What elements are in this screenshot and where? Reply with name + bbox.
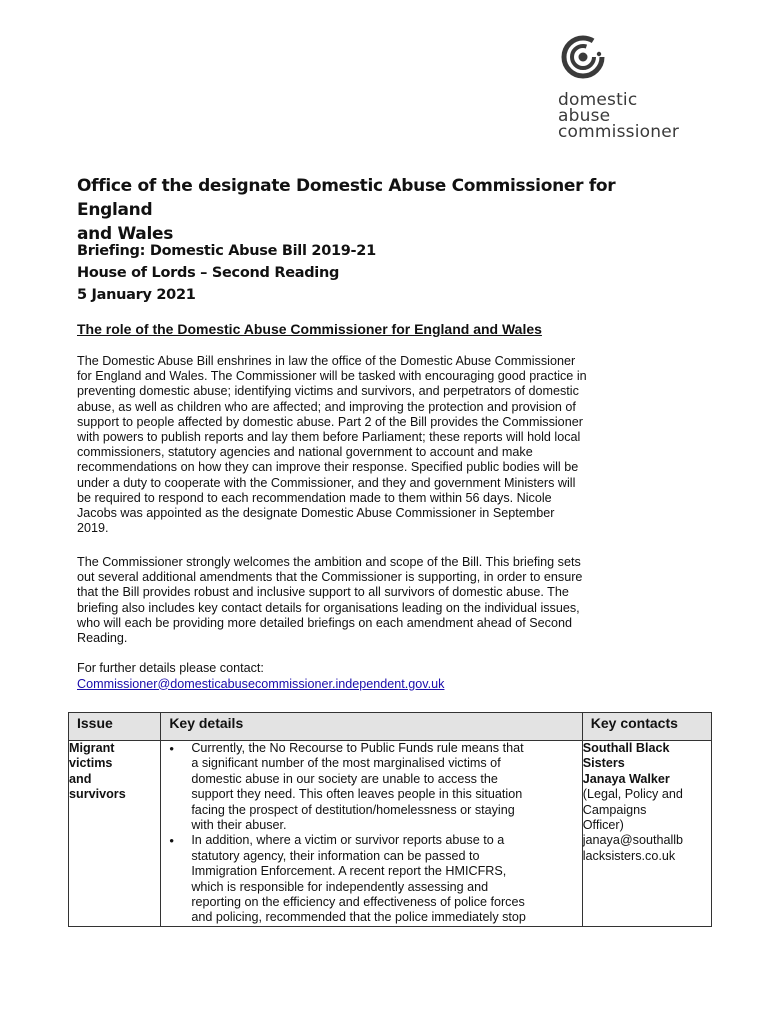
- issue-line: and: [69, 771, 92, 786]
- paragraph-line: preventing domestic abuse; identifying victims and survivors, and perpetrators of domestic: [77, 384, 579, 399]
- header-key-details: Key details: [161, 713, 582, 741]
- contact-org-line: Sisters: [582, 756, 625, 771]
- paragraph-line: under a duty to cooperate with the Commissioner, and they and government Ministers will: [77, 475, 576, 490]
- contact-org-line: Southall Black: [582, 741, 670, 755]
- briefing-line-1: Briefing: Domestic Abuse Bill 2019-21: [77, 243, 376, 259]
- contact-block: [77, 661, 444, 692]
- contact-role-line: Officer): [582, 818, 624, 833]
- detail-line: • Currently, the No Recourse to Public Funds rule means that: [191, 741, 524, 755]
- commissioner-logo-icon: [560, 34, 606, 80]
- table-row: [69, 741, 712, 927]
- table-header-row: [69, 713, 712, 741]
- contacts-cell: [582, 741, 711, 927]
- paragraph-line: Reading.: [77, 631, 128, 646]
- paragraph-line: who will each be providing more detailed briefings on each amendment ahead of Second: [77, 615, 572, 630]
- paragraph-line: Jacobs was appointed as the designate Domestic Abuse Commissioner in September: [77, 506, 555, 521]
- paragraph-line: with powers to publish reports and lay them before Parliament; these reports will hold local: [77, 430, 581, 445]
- paragraph-line: be required to respond to each recommendation made to them within 56 days. Nicole: [77, 490, 552, 505]
- detail-line: support they need. This often leaves people in this situation: [191, 787, 523, 802]
- logo: [558, 34, 718, 154]
- contact-email-line: lacksisters.co.uk: [582, 848, 676, 863]
- header-issue: Issue: [69, 713, 161, 741]
- paragraph-line: The Domestic Abuse Bill enshrines in law the office of the Domestic Abuse Commissioner: [77, 354, 576, 368]
- contact-email-line: janaya@southallb: [582, 833, 684, 848]
- paragraph-line: abuse, as well as children who are affected; and improving the protection and provision of: [77, 399, 576, 414]
- paragraph-1: [77, 354, 677, 536]
- detail-line: which is responsible for independently assessing and: [191, 879, 489, 894]
- paragraph-line: that the Bill provides robust and inclusive support to all survivors of domestic abuse. The: [77, 585, 569, 600]
- header-key-contacts: Key contacts: [582, 713, 711, 741]
- details-bullet-2: [191, 833, 581, 925]
- detail-line: domestic abuse in our society are unable to access the: [191, 771, 498, 786]
- paragraph-line: out several additional amendments that the Commissioner is supporting, in order to ensure: [77, 570, 583, 585]
- detail-line: a significant number of the most marginalised victims of: [191, 756, 501, 771]
- detail-line: statutory agency, their information can be passed to: [191, 848, 480, 863]
- details-bullet-1: [191, 741, 581, 833]
- paragraph-line: The Commissioner strongly welcomes the ambition and scope of the Bill. This briefing sets: [77, 555, 581, 569]
- briefing-line-3: 5 January 2021: [77, 287, 196, 303]
- logo-line-1: domestic: [558, 90, 638, 110]
- briefing-block: [77, 240, 376, 306]
- logo-line-2: abuse: [558, 106, 611, 126]
- commissioner-email-link[interactable]: Commissioner@domesticabusecommissioner.independent.gov.uk: [77, 676, 445, 691]
- paragraph-line: commissioners, statutory agencies and national government to account and make: [77, 445, 533, 460]
- issue-line: victims: [69, 756, 113, 771]
- contact-role-line: Campaigns: [582, 802, 647, 817]
- detail-line: reporting on the efficiency and effectiveness of police forces: [191, 895, 525, 910]
- detail-line: with their abuser.: [191, 818, 287, 833]
- issue-line: survivors: [69, 787, 126, 802]
- details-cell: [161, 741, 582, 927]
- paragraph-line: support to people affected by domestic abuse. Part 2 of the Bill provides the Commissioner: [77, 414, 583, 429]
- logo-wordmark: [558, 92, 679, 140]
- contact-name: Janaya Walker: [582, 771, 670, 786]
- document-title: [77, 174, 677, 246]
- details-list: [161, 741, 581, 926]
- issues-table: [68, 712, 712, 927]
- title-line-2: and Wales: [77, 224, 174, 244]
- detail-line: facing the prospect of destitution/homelessness or staying: [191, 802, 515, 817]
- section-heading: The role of the Domestic Abuse Commissioner for England and Wales: [77, 321, 542, 337]
- detail-line: Immigration Enforcement. A recent report the HMICFRS,: [191, 864, 507, 879]
- logo-line-3: commissioner: [558, 122, 680, 142]
- issue-cell: [69, 741, 161, 927]
- paragraph-line: briefing also includes key contact details for organisations leading on the individual issues,: [77, 600, 580, 615]
- detail-line: • In addition, where a victim or survivor reports abuse to a: [191, 833, 505, 848]
- paragraph-line: 2019.: [77, 521, 109, 536]
- paragraph-2: [77, 555, 677, 646]
- paragraph-line: recommendations on how they can improve their response. Specified public bodies will be: [77, 460, 579, 475]
- briefing-line-2: House of Lords – Second Reading: [77, 265, 340, 281]
- detail-line: and policing, recommended that the police immediately stop: [191, 910, 526, 925]
- issue-line: Migrant: [69, 741, 115, 755]
- paragraph-line: for England and Wales. The Commissioner will be tasked with encouraging good practice in: [77, 369, 587, 384]
- contact-role-line: (Legal, Policy and: [582, 787, 683, 802]
- contact-label: For further details please contact:: [77, 661, 264, 675]
- title-line-1: Office of the designate Domestic Abuse Commissioner for England: [77, 176, 616, 220]
